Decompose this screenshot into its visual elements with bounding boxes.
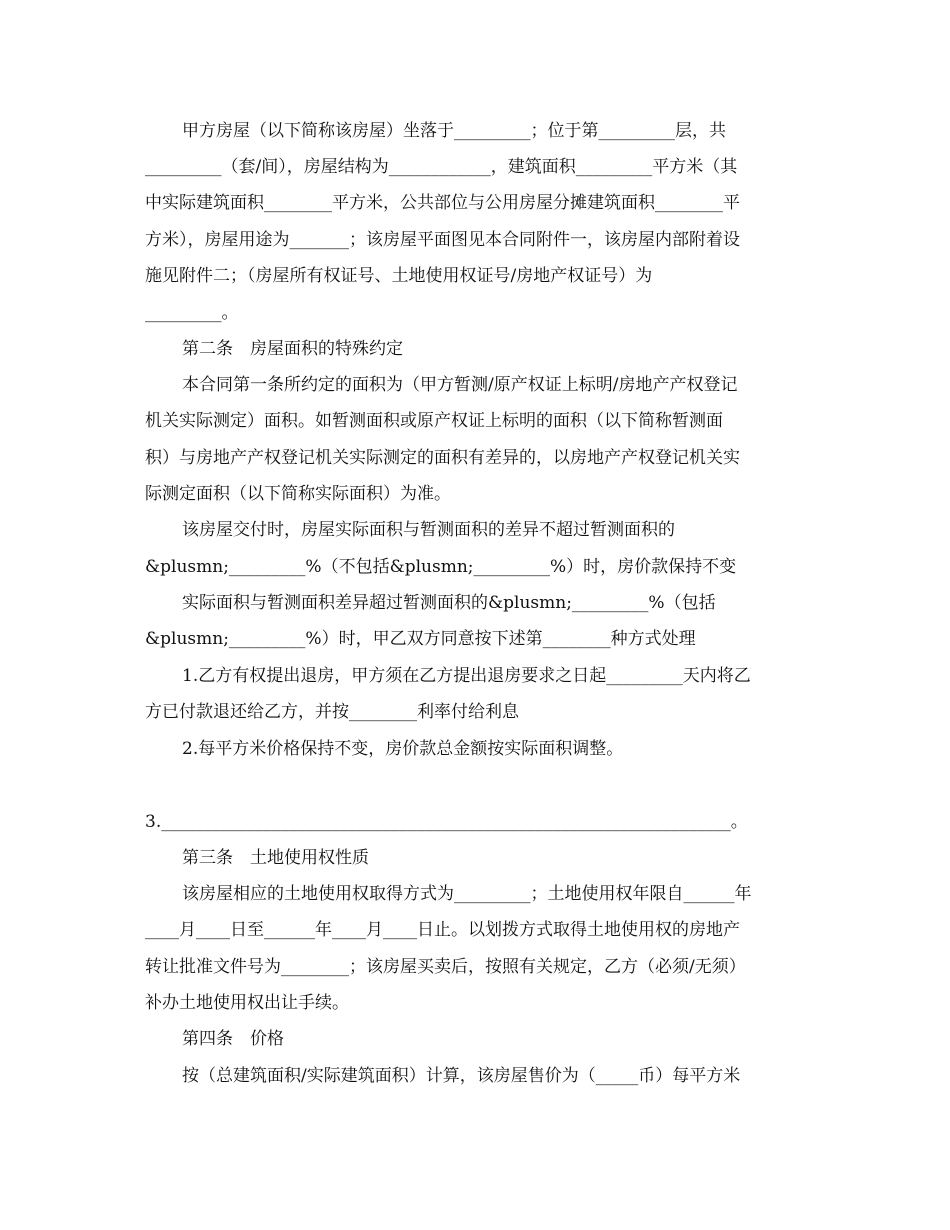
text-line: 甲方房屋（以下简称该房屋）坐落于_________；位于第_________层，共	[182, 121, 726, 141]
text-line: 补办土地使用权出让手续。	[145, 993, 349, 1013]
text-line: 中实际建筑面积________平方米，公共部位与公用房屋分摊建筑面积________平	[145, 193, 740, 213]
section-heading: 第四条 价格	[182, 1029, 284, 1049]
text-line: 方已付款退还给乙方，并按________利率付给利息	[145, 702, 519, 722]
text-line: ____月____日至______年____月____日止。以划拨方式取得土地使用权的房地产	[145, 920, 740, 940]
text-line: 1.乙方有权提出退房，甲方须在乙方提出退房要求之日起_________天内将乙	[182, 666, 751, 686]
text-line: _________（套/间），房屋结构为____________，建筑面积_________平方米（其	[145, 157, 738, 177]
text-line: _________。	[145, 303, 239, 323]
text-line: 2.每平方米价格保持不变，房价款总金额按实际面积调整。	[182, 739, 624, 759]
text-line: 机关实际测定）面积。如暂测面积或原产权证上标明的面积（以下简称暂测面	[145, 411, 723, 431]
text-line: 该房屋交付时，房屋实际面积与暂测面积的差异不超过暂测面积的	[182, 520, 675, 540]
text-line: 际测定面积（以下简称实际面积）为准。	[145, 484, 451, 504]
text-line: 该房屋相应的土地使用权取得方式为_________；土地使用权年限自______年	[182, 884, 752, 904]
text-line: 转让批准文件号为________；该房屋买卖后，按照有关规定，乙方（必须/无须）	[145, 957, 746, 977]
section-heading: 第三条 土地使用权性质	[182, 848, 369, 868]
section-heading: 第二条 房屋面积的特殊约定	[182, 339, 403, 359]
text-line: 按（总建筑面积/实际建筑面积）计算，该房屋售价为（_____币）每平方米	[182, 1066, 741, 1086]
text-line: 积）与房地产产权登记机关实际测定的面积有差异的，以房地产产权登记机关实	[145, 448, 740, 468]
text-line: 本合同第一条所约定的面积为（甲方暂测/原产权证上标明/房地产产权登记	[182, 375, 738, 395]
text-line: &plusmn;_________%（不包括&plusmn;_________%）时，房价款保持不变	[145, 557, 737, 577]
text-line: 方米），房屋用途为_______；该房屋平面图见本合同附件一，该房屋内部附着设	[145, 230, 740, 250]
text-line: 施见附件二；（房屋所有权证号、土地使用权证号/房地产权证号）为	[145, 266, 653, 286]
text-line: 实际面积与暂测面积差异超过暂测面积的&plusmn;_________%（包括	[182, 593, 716, 613]
text-line: &plusmn;_________%）时，甲乙双方同意按下述第________种方式处理	[145, 629, 696, 649]
text-line: 3.___________________________________________________________________。	[145, 812, 748, 832]
